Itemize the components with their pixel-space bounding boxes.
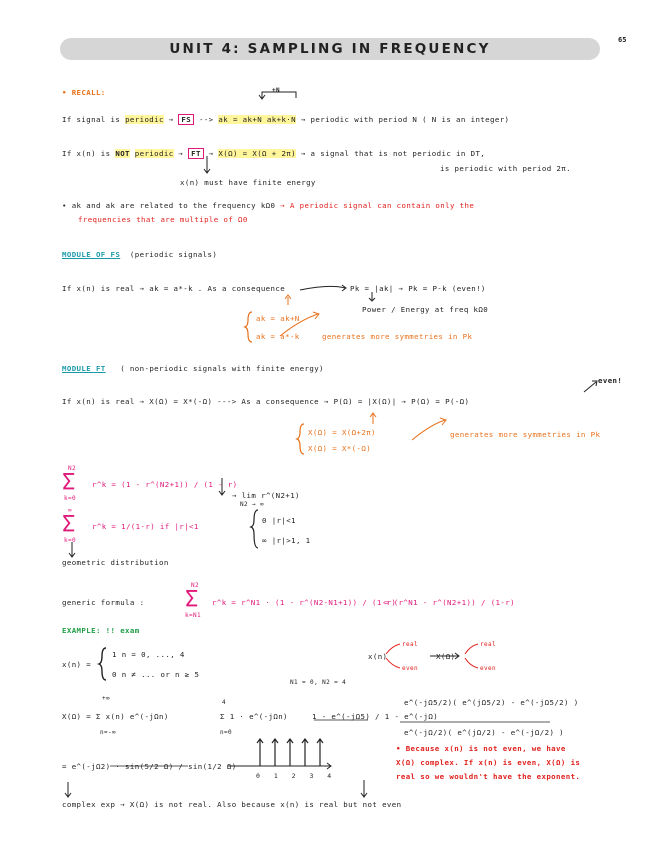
fs-brace-2: ak = a*-k	[256, 332, 300, 341]
example-real-2: real	[480, 641, 497, 648]
example-case-2: 0 n ≠ ... or n ≥ 5	[112, 670, 200, 679]
recall-l2-not: NOT	[115, 149, 130, 158]
sum2-sigma: Σ	[62, 512, 76, 537]
recall-line1: If signal is periodic → FS --> ak = ak+N ak+k·N → periodic with period N ( N is an integer)	[62, 115, 510, 124]
fs-heading: MODULE OF FS	[62, 250, 121, 259]
example-frac1: 1 - e^(-jΩ5) / 1 - e^(-jΩ)	[312, 712, 439, 721]
ft-even: even!	[598, 376, 623, 385]
recall-l2-periodic: periodic	[134, 149, 174, 158]
example-frac2-den: e^(-jΩ/2)( e^(jΩ/2) - e^(-jΩ/2) )	[404, 728, 565, 737]
ft-heading: MODULE FT	[62, 364, 106, 373]
example-case-1: 1 n = 0, ..., 4	[112, 650, 185, 659]
recall-l2-pre: If x(n) is	[62, 149, 111, 158]
example-real-1: real	[402, 641, 419, 648]
page-number: 65	[618, 36, 627, 44]
example-note-2: X(Ω) complex. If x(n) is even, X(Ω) is	[396, 758, 581, 767]
recall-l1-over: +N	[272, 87, 281, 94]
fs-line1: If x(n) is real → ak = a*-k . As a consequence	[62, 284, 286, 293]
example-result: = e^(-jΩ2) · sin(5/2 Ω) / sin(1/2 Ω)	[62, 762, 237, 771]
example-axis-labels: 0 1 2 3 4	[256, 772, 337, 780]
sum2-formula: r^k = 1/(1-r) if |r|<1	[92, 522, 199, 531]
generic-top: N2	[191, 582, 200, 589]
sum-case-2: ∞ |r|>1, 1	[262, 536, 311, 545]
recall-l1-ak: ak = ak+N ak+k·N	[218, 115, 296, 124]
example-sum1-bot: n=-∞	[100, 729, 117, 736]
ft-brace-2: X(Ω) = X*(-Ω)	[308, 444, 372, 453]
sum1-formula: r^k = (1 - r^(N2+1)) / (1 - r)	[92, 480, 238, 489]
sum1-top: N2	[68, 465, 77, 472]
example-sum1-top: +∞	[102, 695, 111, 702]
recall-l1-fs-box: FS	[178, 114, 194, 125]
ft-heading-line	[62, 364, 324, 373]
fs-result: Pk = |ak| → Pk = P-k (even!)	[350, 284, 486, 293]
recall-l1-periodic: periodic	[125, 115, 164, 124]
example-frac2-num: e^(-jΩ5/2)( e^(jΩ5/2) - e^(-jΩ5/2) )	[404, 698, 579, 707]
generic-bot: k=N1	[185, 612, 202, 619]
fs-generates: generates more symmetries in Pk	[322, 332, 473, 341]
example-xn2: x(n)	[368, 652, 388, 661]
fs-sub: (periodic signals)	[129, 250, 218, 259]
sum-limit: → lim r^(N2+1)	[232, 491, 300, 500]
example-heading: EXAMPLE: !! exam	[62, 626, 140, 635]
example-even-2: even	[480, 665, 497, 672]
page-title: UNIT 4: SAMPLING IN FREQUENCY	[169, 41, 491, 57]
example-n1n2: N1 = 0, N2 = 4	[290, 679, 347, 686]
example-sum1: X(Ω) = Σ x(n) e^(-jΩn)	[62, 712, 169, 721]
generic-formula-1: r^k = r^N1 · (1 - r^(N2-N1+1)) / (1-r)	[212, 598, 397, 607]
example-xn: x(n) =	[62, 660, 92, 669]
generic-sigma: Σ	[185, 587, 199, 612]
generic-label: generic formula :	[62, 598, 145, 607]
sum1-sigma: Σ	[62, 470, 76, 495]
ft-sub: ( non-periodic signals with finite energy)	[120, 364, 324, 373]
example-note-1: • Because x(n) is not even, we have	[396, 744, 566, 753]
geo-label: geometric distribution	[62, 558, 169, 567]
recall-l1-post: → periodic with period N ( N is an integer)	[300, 115, 510, 124]
example-note-3: real so we wouldn't have the exponent.	[396, 772, 581, 781]
fs-heading-line	[62, 250, 217, 259]
recall-l2-post1: → a signal that is not periodic in DT,	[300, 149, 486, 158]
recall-l3-red2: frequencies that are multiple of Ω0	[78, 215, 248, 224]
recall-l2-below: x(n) must have finite energy	[180, 178, 316, 187]
recall-heading: • RECALL:	[62, 88, 106, 97]
generic-formula-2: = (r^N1 - r^(N2+1)) / (1-r)	[384, 598, 515, 607]
recall-l1-pre: If signal is	[62, 115, 121, 124]
example-even-1: even	[402, 665, 419, 672]
sum2-top: ∞	[68, 507, 73, 514]
sum-case-1: 0 |r|<1	[262, 516, 296, 525]
example-sum2-bot: n=0	[220, 729, 233, 736]
example-sum2-top: 4	[222, 699, 227, 706]
sum2-bot: k=0	[64, 537, 77, 544]
fs-brace-1: ak = ak+N	[256, 314, 300, 323]
recall-l2-ft-box: FT	[188, 148, 204, 159]
recall-l3-pre: • ak and ak are related to the frequency kΩ0	[62, 201, 276, 210]
recall-l3-red: → A periodic signal can contain only the	[280, 201, 475, 210]
recall-line2: If x(n) is NOT periodic → FT → X(Ω) = X(Ω + 2π) → a signal that is not periodic in DT,	[62, 149, 486, 158]
example-xo: X(Ω)	[436, 652, 456, 661]
recall-l2-expr: X(Ω) = X(Ω + 2π)	[218, 149, 296, 158]
sum-limit-sub: N2 → ∞	[240, 501, 265, 508]
example-bottom: complex exp → X(Ω) is not real. Also because x(n) is real but not even	[62, 800, 402, 809]
ft-line1: If x(n) is real → X(Ω) = X*(-Ω) ---> As a consequence → P(Ω) = |X(Ω)| → P(Ω) = P(-Ω)	[62, 397, 470, 406]
recall-l1-arrow: -->	[198, 115, 214, 124]
sum1-bot: k=0	[64, 495, 77, 502]
example-sum2: Σ 1 · e^(-jΩn)	[220, 712, 288, 721]
ft-brace-1: X(Ω) = X(Ω+2π)	[308, 428, 376, 437]
ft-generates: generates more symmetries in Pk	[450, 430, 601, 439]
recall-l2-post2: is periodic with period 2π.	[440, 164, 571, 173]
fs-power: Power / Energy at freq kΩ0	[362, 305, 489, 314]
recall-line3	[62, 201, 474, 210]
